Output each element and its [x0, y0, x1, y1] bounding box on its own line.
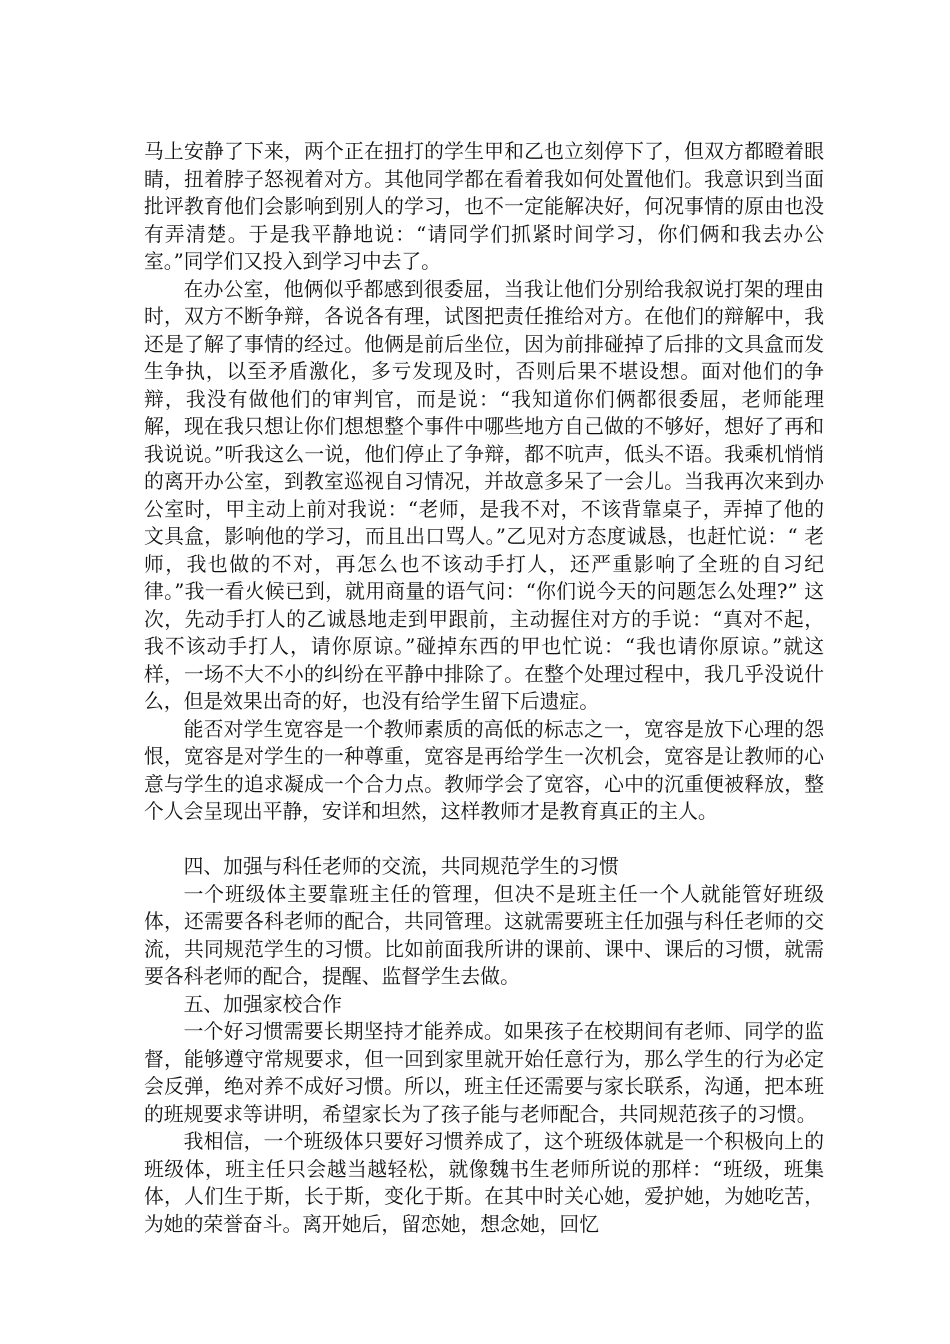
paragraph-continued: 马上安静了下来，两个正在扭打的学生甲和乙也立刻停下了，但双方都瞪着眼睛，扭着脖子怒视着对方。其他同学都在看着我如何处置他们。我意识到当面批评教育他们会影响到别人的学习，也不一定能解决好，何况事情的原由也没有弄清楚。于是我平静地说：“请同学们抓紧时间学习，你们俩和我去办公室。”同学们又投入到学习中去了。 — [144, 140, 824, 273]
document-page — [144, 138, 824, 1238]
paragraph-conclusion: 我相信，一个班级体只要好习惯养成了，这个班级体就是一个积极向上的班级体，班主任只会越当越轻松，就像魏书生老师所说的那样：“班级，班集体，人们生于斯，长于斯，变化于斯。在其中时关心她，爱护她，为她吃苦，为她的荣誉奋斗。离开她后，留恋她，想念她，回忆 — [144, 1130, 824, 1236]
section-heading-four: 四、加强与科任老师的交流，共同规范学生的习惯 — [183, 855, 619, 878]
paragraph-tolerance: 能否对学生宽容是一个教师素质的高低的标志之一，宽容是放下心理的怨恨，宽容是对学生的一种尊重，宽容是再给学生一次机会，宽容是让教师的心意与学生的追求凝成一个合力点。教师学会了宽容，心中的沉重便被释放，整个人会呈现出平静，安详和坦然，这样教师才是教育真正的主人。 — [144, 717, 824, 823]
paragraph-office-story: 在办公室，他俩似乎都感到很委屈，当我让他们分别给我叙说打架的理由时，双方不断争辩，各说各有理，试图把责任推给对方。在他们的辩解中，我还是了解了事情的经过。他俩是前后坐位，因为前排碰掉了后排的文具盒而发生争执，以至矛盾激化，多亏发现及时，否则后果不堪设想。面对他们的争辩，我没有做他们的审判官，而是说：“我知道你们俩都很委屈，老师能理解，现在我只想让你们想想整个事件中哪些地方自己做的不够好，想好了再和我说说。”听我这么一说，他们停止了争辩，都不吭声，低头不语。我乘机悄悄的离开办公室，到教室巡视自习情况，并故意多呆了一会儿。当我再次来到办公室时，甲主动上前对我说：“老师，是我不对，不该背靠桌子，弄掉了他的文具盒，影响他的学习，而且出口骂人。”乙见对方态度诚恳，也赶忙说：“ 老师，我也做的不对，再怎么也不该动手打人，还严重影响了全班的自习纪律。”我一看火候已到，就用商量的语气问：“你们说今天的问题怎么处理?” 这次，先动手打人的乙诚恳地走到甲跟前，主动握住对方的手说：“真对不起，我不该动手打人，请你原谅。”碰掉东西的甲也忙说：“我也请你原谅。”就这样，一场不大不小的纠纷在平静中排除了。在整个处理过程中，我几乎没说什么，但是效果出奇的好，也没有给学生留下后遗症。 — [144, 277, 824, 713]
section-heading-five: 五、加强家校合作 — [183, 992, 342, 1016]
section-spacer — [144, 826, 824, 854]
paragraph-home-school: 一个好习惯需要长期坚持才能养成。如果孩子在校期间有老师、同学的监督，能够遵守常规要求，但一回到家里就开始任意行为，那么学生的行为必定会反弹，绝对养不成好习惯。所以，班主任还需要与家长联系，沟通，把本班的班规要求等讲明，希望家长为了孩子能与老师配合，共同规范孩子的习惯。 — [144, 1020, 824, 1126]
paragraph-teacher-cooperation: 一个班级体主要靠班主任的管理，但决不是班主任一个人就能管好班级体，还需要各科老师的配合，共同管理。这就需要班主任加强与科任老师的交流，共同规范学生的习惯。比如前面我所讲的课前、课中、课后的习惯，就需要各科老师的配合，提醒、监督学生去做。 — [144, 882, 824, 988]
